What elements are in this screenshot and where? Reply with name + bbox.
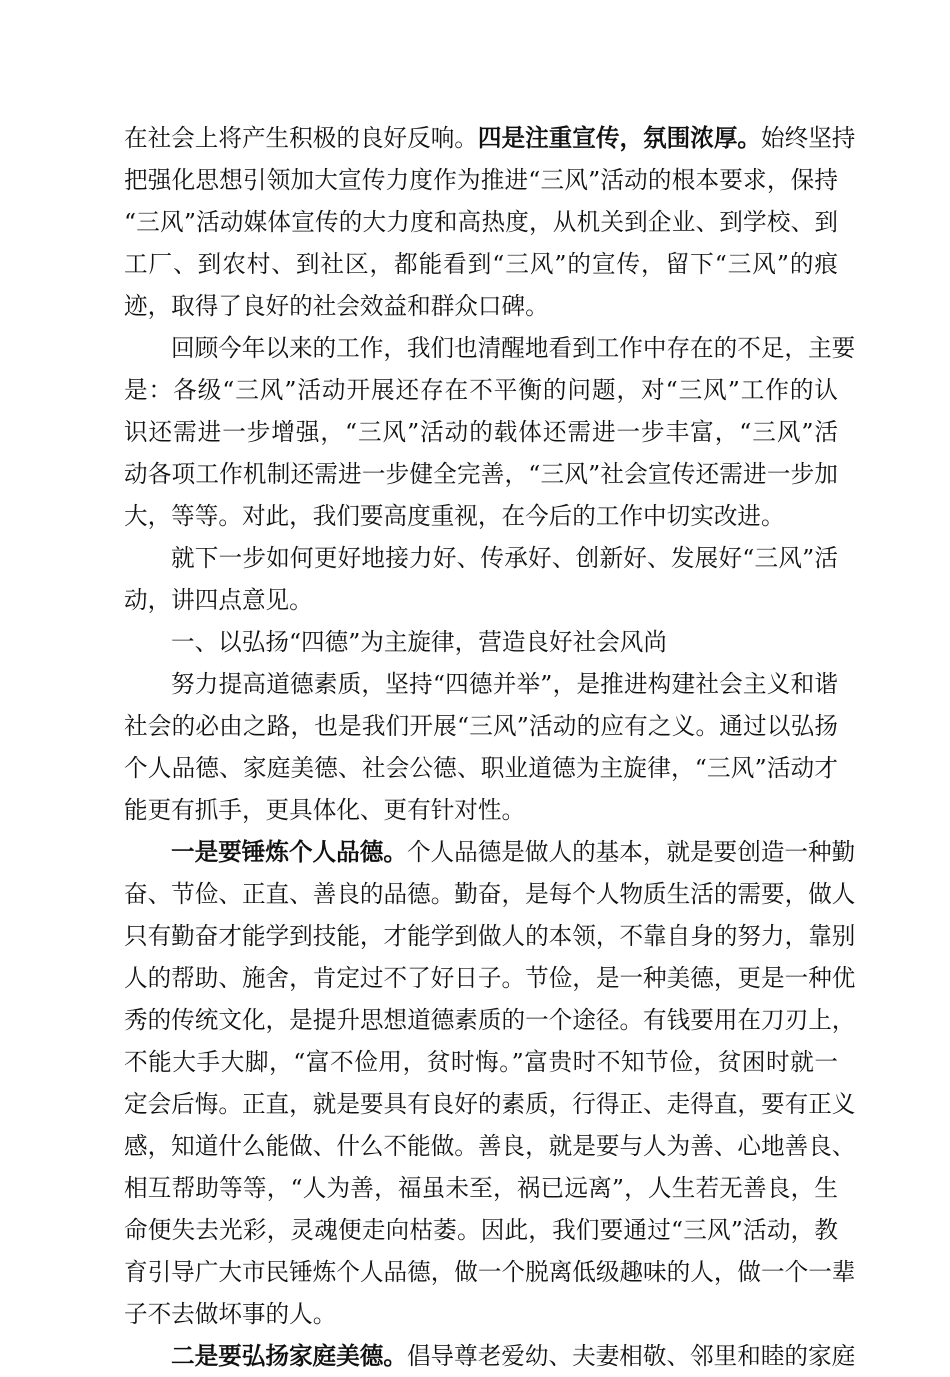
text-line: 能更有抓手，更具体化、更有针对性。	[124, 796, 526, 824]
text-line: 奋、节俭、正直、善良的品德。勤奋，是每个人物质生活的需要，做人	[124, 880, 856, 908]
text-line: 就下一步如何更好地接力好、传承好、创新好、发展好“三风”活	[171, 544, 838, 572]
text-run: 在社会上将产生积极的良好反响。	[124, 124, 478, 152]
text-line: 识还需进一步增强，“三风”活动的载体还需进一步丰富，“三风”活	[124, 418, 838, 446]
text-line	[124, 1335, 856, 1377]
text-line: 努力提高道德素质，坚持“四德并举”，是推进构建社会主义和谐	[171, 670, 838, 698]
text-line: 动，讲四点意见。	[124, 586, 313, 614]
text-line: 迹，取得了良好的社会效益和群众口碑。	[124, 292, 549, 320]
text-line: 育引导广大市民锤炼个人品德，做一个脱离低级趣味的人，做一个一辈	[124, 1258, 856, 1286]
text-line: “三风”活动媒体宣传的大力度和高热度，从机关到企业、到学校、到	[124, 208, 838, 236]
text-line: 只有勤奋才能学到技能，才能学到做人的本领，不靠自身的努力，靠别	[124, 922, 856, 950]
bold-heading-run: 二是要弘扬家庭美德。	[171, 1342, 407, 1370]
section-heading: 一、以弘扬“四德”为主旋律，营造良好社会风尚	[171, 628, 667, 656]
text-line: 命便失去光彩，灵魂便走向枯萎。因此，我们要通过“三风”活动，教	[124, 1216, 838, 1244]
text-line: 不能大手大脚，“富不俭用，贫时悔。”富贵时不知节俭，贫困时就一	[124, 1048, 838, 1076]
text-run: 个人品德是做人的基本，就是要创造一种勤	[406, 838, 856, 866]
text-line: 秀的传统文化，是提升思想道德素质的一个途径。有钱要用在刀刃上，	[124, 1006, 856, 1034]
text-line: 个人品德、家庭美德、社会公德、职业道德为主旋律，“三风”活动才	[124, 754, 838, 782]
text-run: 始终坚持	[761, 124, 856, 152]
text-line: 大，等等。对此，我们要高度重视，在今后的工作中切实改进。	[124, 502, 785, 530]
text-line: 子不去做坏事的人。	[124, 1300, 337, 1328]
text-line	[124, 117, 856, 159]
text-line: 人的帮助、施舍，肯定过不了好日子。节俭，是一种美德，更是一种优	[124, 964, 856, 992]
text-line: 感，知道什么能做、什么不能做。善良，就是要与人为善、心地善良、	[124, 1132, 856, 1160]
text-line: 把强化思想引领加大宣传力度作为推进“三风”活动的根本要求，保持	[124, 166, 838, 194]
text-run: 倡导尊老爱幼、夫妻相敬、邻里和睦的家庭	[406, 1342, 856, 1370]
text-line: 是：各级“三风”活动开展还存在不平衡的问题，对“三风”工作的认	[124, 376, 838, 404]
bold-heading-run: 四是注重宣传，氛围浓厚。	[477, 124, 762, 152]
text-line	[124, 831, 856, 873]
document-page	[124, 117, 856, 1377]
text-line: 定会后悔。正直，就是要具有良好的素质，行得正、走得直，要有正义	[124, 1090, 856, 1118]
bold-heading-run: 一是要锤炼个人品德。	[171, 838, 407, 866]
text-line: 社会的必由之路，也是我们开展“三风”活动的应有之义。通过以弘扬	[124, 712, 838, 740]
text-line: 回顾今年以来的工作，我们也清醒地看到工作中存在的不足，主要	[171, 334, 856, 362]
text-line: 动各项工作机制还需进一步健全完善，“三风”社会宣传还需进一步加	[124, 460, 838, 488]
text-line: 相互帮助等等，“人为善，福虽未至，祸已远离”，人生若无善良，生	[124, 1174, 838, 1202]
text-line: 工厂、到农村、到社区，都能看到“三风”的宣传，留下“三风”的痕	[124, 250, 838, 278]
